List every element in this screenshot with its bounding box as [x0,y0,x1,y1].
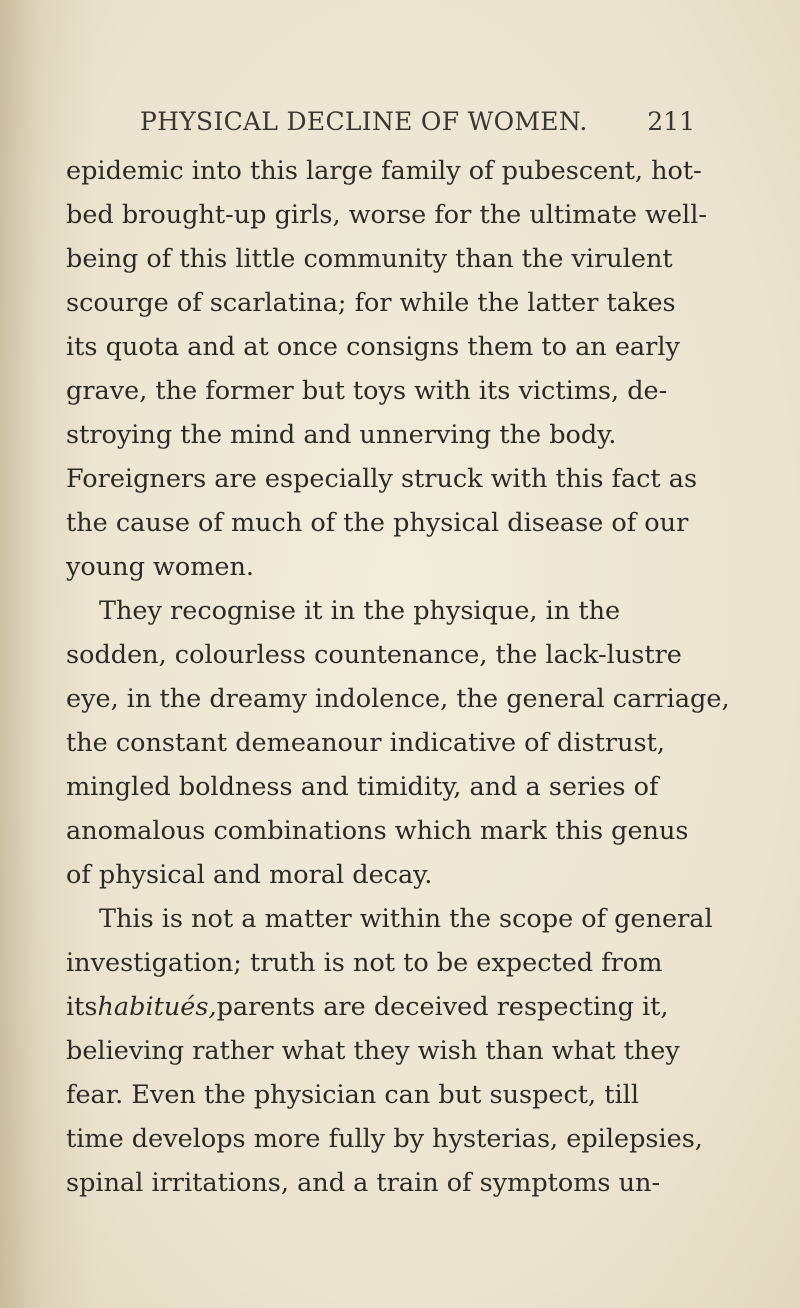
text-line: spinal irritations, and a train of symptoms un- [66,1168,661,1198]
running-header [140,107,695,147]
text-line: of physical and moral decay. [66,860,433,890]
text-line: its quota and at once consigns them to an early [66,332,680,362]
running-title: PHYSICAL DECLINE OF WOMEN. [140,107,588,136]
text-line: being of this little community than the virulent [66,244,673,274]
italic-term: habitués, [97,992,217,1022]
text-line: epidemic into this large family of pubescent, hot- [66,156,702,186]
text-line: the cause of much of the physical disease of our [66,508,689,538]
page-number: 211 [647,107,695,136]
text-fragment: its [66,992,98,1022]
text-line: young women. [66,552,255,582]
text-line: believing rather what they wish than what they [66,1036,680,1066]
paragraph-2 [66,589,730,897]
text-line: bed brought-up girls, worse for the ultimate well- [66,200,707,230]
text-line: This is not a matter within the scope of general [99,904,713,934]
text-line: the constant demeanour indicative of distrust, [66,728,665,758]
text-line: sodden, colourless countenance, the lack-lustre [66,640,682,670]
text-line: Foreigners are especially struck with this fact as [66,464,698,494]
text-line: fear. Even the physician can but suspect, till [66,1080,639,1110]
text-line: investigation; truth is not to be expected from [66,948,663,978]
paragraph-1 [66,149,707,589]
paragraph-3 [66,897,713,1205]
text-fragment: parents are deceived respecting it, [216,992,669,1022]
text-line: stroying the mind and unnerving the body. [66,420,617,450]
text-line: anomalous combinations which mark this genus [66,816,689,846]
text-line: time develops more fully by hysterias, epilepsies, [66,1124,703,1154]
text-line: eye, in the dreamy indolence, the general carriage, [66,684,730,714]
body-text [66,149,730,1205]
text-line: scourge of scarlatina; for while the latter takes [66,288,676,318]
text-line: mingled boldness and timidity, and a series of [66,772,659,802]
text-line: They recognise it in the physique, in the [99,596,621,626]
text-line-with-italic [66,985,696,1029]
text-line: grave, the former but toys with its victims, de- [66,376,668,406]
